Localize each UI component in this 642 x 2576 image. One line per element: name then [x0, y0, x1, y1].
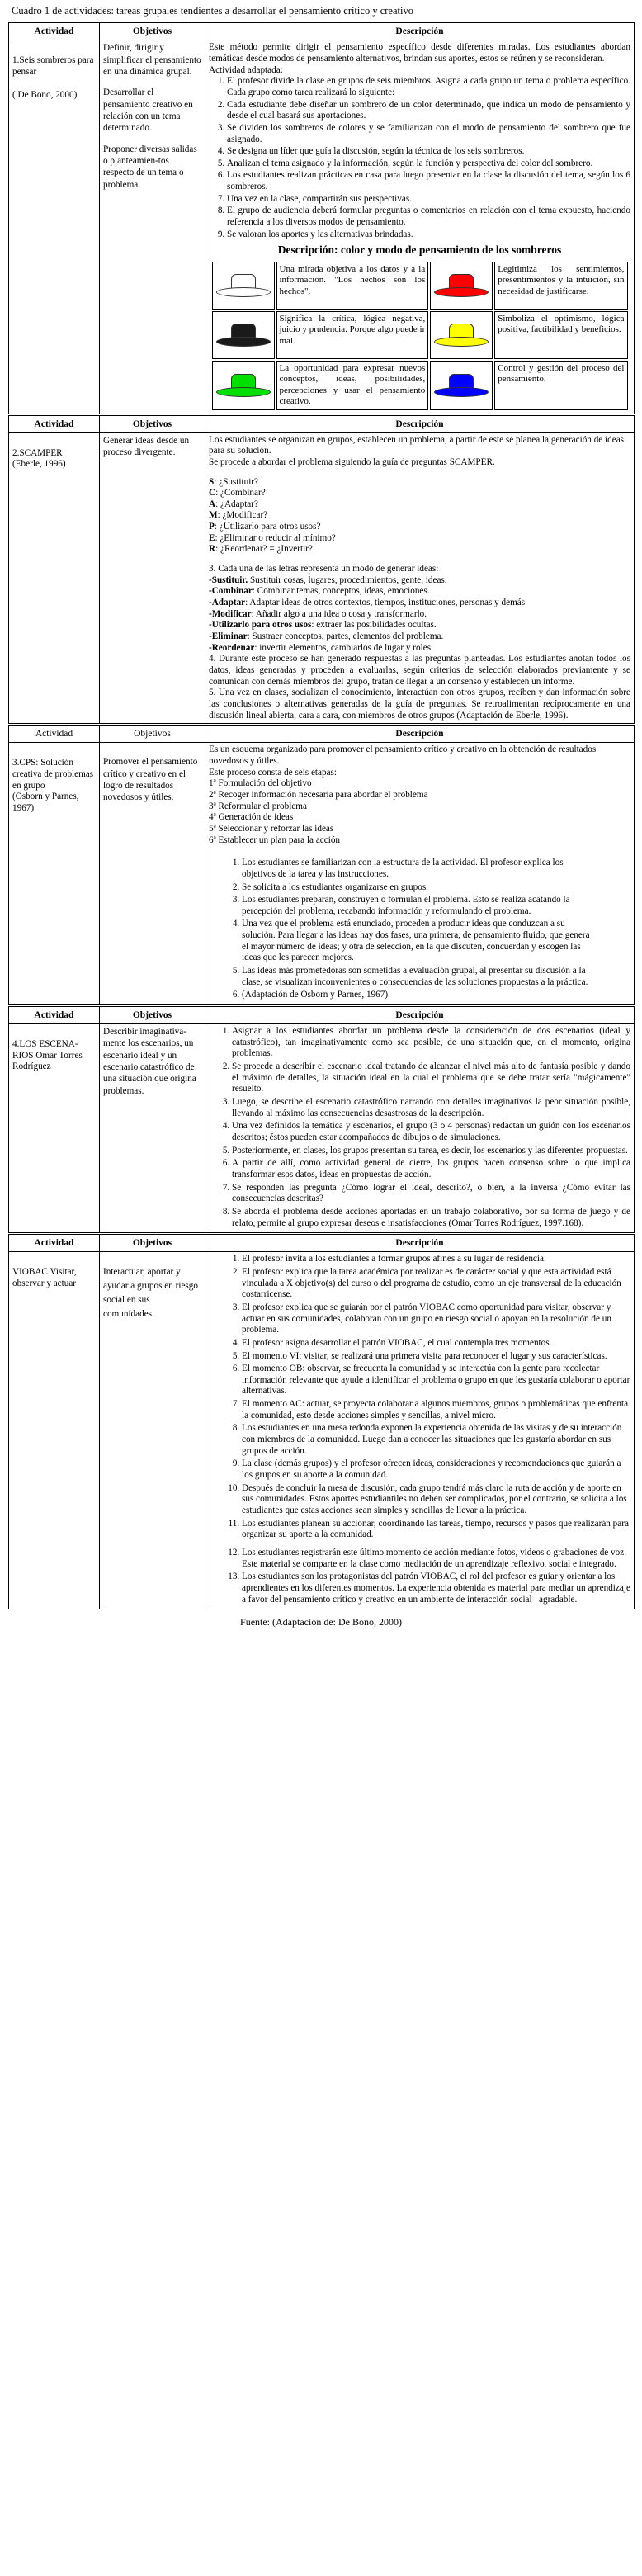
list-item: 5. Las ideas más prometedoras son sometidas a evaluación grupal, al presentar su discusión a la clase, se visualizan inconvenientes o consecuencias de las soluciones propuestas a la práctica. — [242, 966, 597, 988]
stage-item: 6ª Establecer un plan para la acción — [209, 834, 341, 845]
stage-item: 1ª Formulación del objetivo — [209, 778, 312, 789]
list-item: 8. Se aborda el problema desde acciones aportadas en un trabajo colaborativo, por su forma de juego y de relato, permite al grupo expresar deseos e insatisfacciones (Omar Torres Rodríguez, 1997.168). — [232, 1207, 630, 1229]
description-cell — [205, 743, 635, 1005]
activity-author: (Eberle, 1996) — [12, 459, 66, 470]
scamper-term: -Reordenar — [209, 642, 255, 653]
scamper-question — [209, 488, 630, 499]
activity-row — [9, 1252, 635, 1609]
stage-item: 4ª Generación de ideas — [209, 812, 294, 823]
list-item: 7. El momento AC: actuar, se proyecta colaborar a algunos miembros, grupos o problemáticas que enfrenta la comunidad, esto desde acciones simples y sencillas, a nivel micro. — [242, 1399, 630, 1421]
scamper-letter: R — [209, 544, 216, 555]
header-row — [9, 415, 635, 432]
scamper-definition-text: : Sustraer conceptos, partes, elementos del problema. — [247, 631, 444, 642]
list-item: 6. A partir de allí, como actividad general de cierre, los grupos hacen consenso sobre lo que implica transformar esos datos, ideas en propuestas de acción. — [232, 1158, 630, 1180]
activity-name-cell — [9, 1024, 100, 1233]
list-item: 8. El grupo de audiencia deberá formular preguntas o comentarios en relación con el tema expuesto, haciendo referencia a los diversos modos de pensamiento. — [227, 206, 630, 228]
header-descripcion: Descripción — [205, 1235, 635, 1252]
header-descripcion: Descripción — [205, 726, 635, 743]
steps-list — [209, 858, 630, 1001]
activity-name: 2.SCAMPER — [12, 447, 63, 458]
scamper-question-text: : ¿Sustituir? — [214, 476, 258, 487]
scamper-question — [209, 544, 630, 555]
objective-text: Describir imaginativa-mente los escenarios, un escenario ideal y un escenario catastrófico de una situación que origina problemas. — [103, 1027, 196, 1096]
objective-text: Generar ideas desde un proceso divergente. — [103, 435, 190, 457]
source-note: Fuente: (Adaptación de: De Bono, 2000) — [240, 1616, 402, 1628]
blue-hat-icon — [430, 361, 493, 410]
scamper-letter: C — [209, 488, 216, 499]
header-objetivos: Objetivos — [100, 726, 205, 743]
activity-name: 4.LOS ESCENA-RIOS Omar Torres Rodríguez — [12, 1039, 83, 1072]
scamper-term: -Utilizarlo para otros usos — [209, 620, 312, 631]
header-objetivos: Objetivos — [100, 23, 205, 40]
scamper-letter: A — [209, 499, 216, 509]
header-objetivos: Objetivos — [100, 1235, 205, 1252]
list-item: 2. El profesor explica que la tarea académica por realizar es de carácter social y que esta actividad está vinculada a X objetivo(s) del curso o del programa de estudio, como un eje transversal de la educación costarricense. — [242, 1267, 630, 1301]
objectives-cell — [100, 1024, 205, 1233]
scamper-letter: M — [209, 510, 218, 521]
scamper-definition-text: Sustituir cosas, lugares, procedimientos, gente, ideas. — [248, 574, 447, 585]
green-hat-icon — [212, 361, 275, 410]
list-item: 6. (Adaptación de Osborn y Parnes, 1967). — [242, 990, 597, 1001]
objective-text: Interactuar, aportar y ayudar a grupos en riesgo social en sus comunidades. — [103, 1267, 198, 1319]
activity-name-cell — [9, 432, 100, 724]
activity-table-cps — [8, 725, 635, 1005]
scamper-definition — [209, 631, 630, 643]
list-item: 9. Se valoran los aportes y las alternativas brindadas. — [227, 229, 630, 241]
description-subtitle: Actividad adaptada: — [209, 64, 283, 75]
header-descripcion: Descripción — [205, 1007, 635, 1024]
description-intro: Se procede a abordar el problema siguiendo la guía de preguntas SCAMPER. — [209, 456, 495, 467]
scamper-definition — [209, 575, 630, 587]
header-actividad: Actividad — [9, 1007, 100, 1024]
activity-author: ( De Bono, 2000) — [12, 89, 78, 100]
list-item: 5. Posteriormente, en clases, los grupos presentan su tarea, es decir, los escenarios y las diferentes propuestas. — [232, 1146, 630, 1157]
scamper-question — [209, 510, 630, 522]
hat-description: Legitimiza los sentimientos, presentimientos y la intuición, sin necesidad de justificarse. — [494, 262, 627, 310]
list-item: 13. Los estudiantes son los protagonistas del patrón VIOBAC, el rol del profesor es guiar y orientar a los aprendientes en los diferentes momentos. La experiencia obtenida es material para mediar un aprendizaje a favor del pensamiento crítico y creativo en un ambiente de interacción social –agradable. — [242, 1572, 630, 1605]
header-actividad: Actividad — [9, 415, 100, 432]
scamper-question-text: : ¿Reordenar? = ¿Invertir? — [215, 544, 313, 555]
header-row — [9, 1235, 635, 1252]
activity-table-escenarios — [8, 1006, 635, 1233]
activity-name: 3.CPS: Solución creativa de problemas en grupo — [12, 758, 94, 791]
description-cell — [205, 1252, 635, 1609]
objective-text: Promover el pensamiento crítico y creativo en el logro de resultados novedosos y útiles. — [103, 757, 198, 803]
activity-table-viobac — [8, 1234, 635, 1609]
description-item: 4. Durante este proceso se han generado respuestas a las preguntas planteadas. Los estudiantes anotan todos los datos, ideas generadas y proceden a evaluarlas, según criterios de selección elaborados previamente y se comunican con demás miembros del grupo, tratan de llegar a un consenso y establecen un informe. — [209, 654, 630, 687]
list-item: 2. Cada estudiante debe diseñar un sombrero de un color determinado, que indica un modo de pensamiento y desde el cual basará sus aportaciones. — [227, 100, 630, 122]
hat-description: Significa la crítica, lógica negativa, juicio y prudencia. Porque algo puede ir mal. — [276, 311, 429, 359]
activity-row — [9, 1024, 635, 1233]
scamper-definition-text: : extraer las posibilidades ocultas. — [311, 620, 437, 631]
scamper-question-text: : ¿Modificar? — [217, 510, 268, 521]
stage-item: 3ª Reformular el problema — [209, 801, 307, 811]
activity-author: (Osborn y Parnes, 1967) — [12, 792, 79, 813]
hat-description: Simboliza el optimismo, lógica positiva, factibilidad y beneficios. — [494, 311, 627, 359]
objectives-cell — [100, 1252, 205, 1609]
description-intro: Este proceso consta de seis etapas: — [209, 767, 338, 778]
scamper-definition — [209, 609, 630, 621]
list-item: 3. Luego, se describe el escenario catastrófico narrando con detalles imaginativos la peor situación posible, llevando al máximo las consecuencias desastrosas de la descripción. — [232, 1097, 630, 1119]
list-item: 4. El profesor asigna desarrollar el patrón VIOBAC, el cual contempla tres momentos. — [242, 1338, 630, 1349]
scamper-question-text: : ¿Eliminar o reducir al mínimo? — [215, 532, 336, 543]
scamper-definitions — [209, 575, 630, 655]
list-item: 9. La clase (demás grupos) y el profesor ofrecen ideas, consideraciones y recomendaciones que guiarán a los grupos en su aporte a la comunidad. — [242, 1458, 630, 1481]
scamper-term: -Modificar — [209, 608, 252, 619]
header-objetivos: Objetivos — [100, 415, 205, 432]
scamper-term: -Eliminar — [209, 631, 248, 642]
scamper-definition — [209, 620, 630, 631]
activity-name-cell — [9, 1252, 100, 1609]
header-objetivos: Objetivos — [100, 1007, 205, 1024]
objectives-cell — [100, 432, 205, 724]
header-row — [9, 23, 635, 40]
description-intro: Los estudiantes se organizan en grupos, establecen un problema, a partir de este se planea la generación de ideas para su solución. — [209, 434, 625, 456]
activity-name: VIOBAC Visitar, observar y actuar — [12, 1267, 77, 1288]
hats-grid — [210, 260, 630, 412]
stage-item: 2ª Recoger información necesaria para abordar el problema — [209, 789, 428, 800]
list-item: 1. El profesor invita a los estudiantes a formar grupos afines a su lugar de residencia. — [242, 1254, 630, 1265]
description-cell — [205, 1024, 635, 1233]
list-item: 6. Los estudiantes realizan prácticas en casa para luego presentar en la clase la discusión del tema, según los 6 sombreros. — [227, 170, 630, 192]
red-hat-icon — [430, 262, 493, 310]
description-intro: Este método permite dirigir el pensamiento específico desde diferentes miradas. Los estudiantes abordan temáticas desde modos de pensamiento alternativos, brindan sus aportes, estos se reúnen y se reconsideran. — [209, 42, 630, 64]
scamper-letter: S — [209, 476, 215, 487]
scamper-definition — [209, 643, 630, 655]
activity-row — [9, 743, 635, 1005]
list-item: 2. Se solicita a los estudiantes organizarse en grupos. — [242, 882, 597, 894]
list-item: 7. Se responden las pregunta ¿Cómo lograr el ideal, descrito?, o bien, a la inversa ¿Cómo evitar las consecuencias descritas? — [232, 1183, 630, 1205]
scamper-definition — [209, 598, 630, 609]
list-item: 3. Los estudiantes preparan, construyen o formulan el problema. Esto se realiza acatando la percepción del problema, recabando información y reformulando el problema. — [242, 895, 597, 917]
activity-name-cell — [9, 743, 100, 1005]
steps-list — [209, 76, 630, 240]
description-cell — [205, 40, 635, 414]
description-intro: Es un esquema organizado para promover el pensamiento crítico y creativo en la obtención de resultados novedosos y útiles. — [209, 744, 597, 766]
header-actividad: Actividad — [9, 1235, 100, 1252]
steps-list — [209, 1026, 630, 1229]
scamper-question — [209, 499, 630, 511]
scamper-question — [209, 533, 630, 545]
steps-list — [209, 1254, 630, 1605]
list-item: 7. Una vez en la clase, compartirán sus perspectivas. — [227, 194, 630, 206]
description-item: 5. Una vez en clases, socializan el conocimiento, interactúan con otros grupos, reciben y dan información sobre las conclusiones o alternativas generadas de la guía de preguntas. Se retroalimentan recíprocamente en una discusión lineal abierta, cara a cara, con miembros de otros grupos (Adaptación de Eberle, 1996). — [209, 688, 630, 721]
list-item: 1. Los estudiantes se familiarizan con la estructura de la actividad. El profesor explica los objetivos de la tarea y las instrucciones. — [242, 858, 597, 880]
hat-description: Una mirada objetiva a los datos y a la información. "Los hechos son los hechos". — [276, 262, 429, 310]
objectives-cell — [100, 40, 205, 414]
scamper-question — [209, 522, 630, 533]
scamper-definition-text: : Combinar temas, conceptos, ideas, emociones. — [252, 586, 430, 597]
stage-item: 5ª Seleccionar y reforzar las ideas — [209, 823, 334, 834]
hat-description: La oportunidad para expresar nuevos conceptos, ideas, posibilidades, percepciones y usar el pensamiento creativo. — [276, 361, 429, 410]
activity-name: 1.Seis sombreros para pensar — [12, 55, 94, 77]
list-item: 11. Los estudiantes planean su accionar, coordinando las tareas, tiempo, recursos y pasos que realizarán para organizar su aporte a la comunidad. — [242, 1519, 630, 1541]
activity-table-six-hats — [8, 22, 635, 414]
list-item: 6. El momento OB: observar, se frecuenta la comunidad y se interactúa con la gente para recolectar información relevante que ayude a identificar el problema o grupo en que les gustaría colaborar o aportar alternativas. — [242, 1364, 630, 1397]
scamper-definition-text: : Añadir algo a una idea o cosa y transformarlo. — [251, 608, 427, 619]
scamper-term: -Adaptar — [209, 598, 246, 608]
list-item: 5. El momento VI: visitar, se realizará una primera visita para reconocer el lugar y sus características. — [242, 1351, 630, 1363]
list-item: 4. Una vez que el problema está enunciado, proceden a producir ideas que conduzcan a su solución. Para llegar a las ideas hay dos fases, una primera, de pensamiento fluido, que genera el mayor número de ideas; y otra de selección, en la que discuten, concuerdan y escogen las ideas que les parecen mejores. — [242, 919, 597, 964]
table-caption: Cuadro 1 de actividades: tareas grupales tendientes a desarrollar el pensamiento crítico y creativo — [12, 5, 413, 17]
list-item: 12. Los estudiantes registrarán este último momento de acción mediante fotos, videos o grabaciones de voz. Este material se comparte en la clase como mediación de un aprendizaje reflexivo, social e integrado. — [242, 1548, 630, 1570]
header-descripcion: Descripción — [205, 23, 635, 40]
description-item: 3. Cada una de las letras representa un modo de generar ideas: — [209, 564, 439, 574]
header-actividad: Actividad — [9, 23, 100, 40]
scamper-letter: P — [209, 522, 215, 532]
list-item: 5. Analizan el tema asignado y la información, según la función y perspectiva del color del sombrero. — [227, 158, 630, 170]
list-item: 4. Una vez definidos la temática y escenarios, el grupo (3 o 4 personas) redactan un guión con los escenarios descritos; éstos pueden estar acompañados de dibujos o de simulaciones. — [232, 1121, 630, 1143]
objectives-cell — [100, 743, 205, 1005]
objective-text: Definir, dirigir y simplificar el pensamiento en una dinámica grupal. — [103, 43, 201, 77]
scamper-definition-text: : invertir elementos, cambiarlos de lugar y roles. — [254, 642, 433, 653]
scamper-question-text: : ¿Adaptar? — [215, 499, 258, 509]
list-item: 4. Se designa un líder que guía la discusión, según la técnica de los seis sombreros. — [227, 146, 630, 158]
header-row — [9, 726, 635, 743]
list-item: 1. Asignar a los estudiantes abordar un problema desde la consideración de dos escenarios (ideal y catastrófico), tan imaginativamente como sea posible, de una situación que, en el momento, origina problemas. — [232, 1026, 630, 1060]
list-item: 1. El profesor divide la clase en grupos de seis miembros. Asigna a cada grupo un tema o problema específico. Cada grupo como tarea realizará lo siguiente: — [227, 76, 630, 98]
scamper-questions — [209, 477, 630, 556]
hats-title: Descripción: color y modo de pensamiento de los sombreros — [277, 243, 562, 257]
white-hat-icon — [212, 262, 275, 310]
scamper-question-text: : ¿Combinar? — [215, 488, 266, 499]
list-item: 2. Se procede a describir el escenario ideal tratando de alcanzar el nivel más alto de fantasía posible y dando el máximo de detalles, la situación ideal en la cual el problema que se debe tratar sería "mágicamente" resuelto. — [232, 1061, 630, 1095]
scamper-definition-text: : Adaptar ideas de otros contextos, tiempos, instituciones, personas y demás — [245, 598, 526, 608]
list-item: 3. El profesor explica que se guiarán por el patrón VIOBAC como oportunidad para visitar, observar y actuar en sus comunidades, colaboran con un grupo en riesgo social o apoyan en la resolución de un problema. — [242, 1302, 630, 1336]
description-cell — [205, 432, 635, 724]
list-item: 3. Se dividen los sombreros de colores y se familiarizan con el modo de pensamiento del sombrero que fue asignado. — [227, 123, 630, 145]
objective-text: Desarrollar el pensamiento creativo en relación con un tema determinado. — [103, 87, 193, 134]
header-descripcion: Descripción — [205, 415, 635, 432]
header-actividad: Actividad — [9, 726, 100, 743]
scamper-definition — [209, 586, 630, 598]
scamper-question — [209, 477, 630, 489]
list-item: 8. Los estudiantes en una mesa redonda exponen la experiencia obtenida de las visitas y de su interacción con miembros de la comunidad. Luego dan a conocer las situaciones que les gustaría abordar en sus grupos de acción. — [242, 1423, 630, 1457]
objective-text: Proponer diversas salidas o planteamien-tos respecto de un tema o problema. — [103, 144, 197, 190]
activity-table-scamper — [8, 415, 635, 725]
activity-row — [9, 432, 635, 724]
yellow-hat-icon — [430, 311, 493, 359]
scamper-letter: E — [209, 532, 215, 543]
scamper-question-text: : ¿Utilizarlo para otros usos? — [214, 522, 321, 532]
activity-name-cell — [9, 40, 100, 414]
scamper-term: -Combinar — [209, 586, 253, 597]
black-hat-icon — [212, 311, 275, 359]
activity-row — [9, 40, 635, 414]
header-row — [9, 1007, 635, 1024]
hat-description: Control y gestión del proceso del pensamiento. — [494, 361, 627, 410]
list-item: 10. Después de concluir la mesa de discusión, cada grupo tendrá más claro la ruta de acción y de aporte en sus comunidades. Estos aportes estudiantiles no deben ser complicados, por el contrario, se solicita a los estudiantes que estas acciones sean simples y sencillas de llevar a la práctica. — [242, 1483, 630, 1517]
scamper-term: -Sustituir. — [209, 574, 248, 585]
